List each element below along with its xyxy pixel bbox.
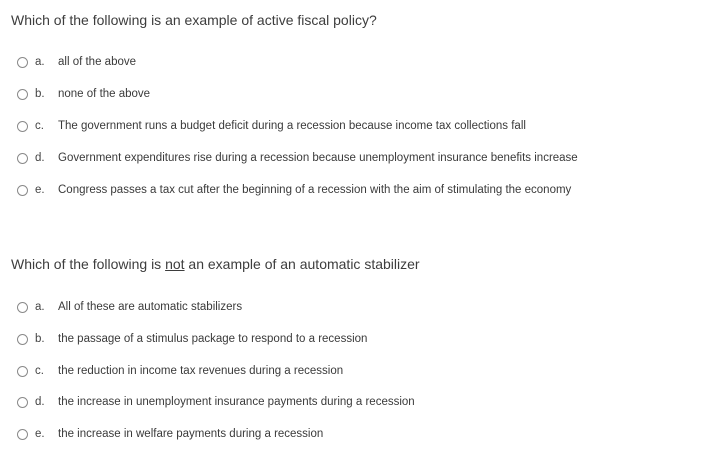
prompt-text-after: an example of an automatic stabilizer <box>184 256 420 272</box>
question-2-prompt <box>11 255 420 273</box>
option-letter: b. <box>35 88 45 100</box>
option-letter: c. <box>35 120 44 132</box>
option-text: the reduction in income tax revenues during a recession <box>58 365 344 377</box>
q1-option-b[interactable] <box>17 85 150 103</box>
option-letter: c. <box>35 365 44 377</box>
option-text: none of the above <box>58 88 151 100</box>
option-text: The government runs a budget deficit during a recession because income tax collections fall <box>58 120 526 132</box>
q1-option-d[interactable] <box>17 149 578 167</box>
q1-option-c[interactable] <box>17 117 526 135</box>
option-text: Congress passes a tax cut after the beginning of a recession with the aim of stimulating the economy <box>58 184 572 196</box>
option-letter: e. <box>35 184 45 196</box>
q2-option-e[interactable] <box>17 425 323 443</box>
question-1-prompt: Which of the following is an example of active fiscal policy? <box>11 12 377 28</box>
q2-option-b[interactable] <box>17 330 367 348</box>
radio-button[interactable] <box>17 429 28 440</box>
q1-option-a[interactable] <box>17 53 136 71</box>
radio-button[interactable] <box>17 302 28 313</box>
radio-button[interactable] <box>17 153 28 164</box>
option-text: All of these are automatic stabilizers <box>58 301 243 313</box>
prompt-text-before: Which of the following is <box>11 256 166 272</box>
option-text: the increase in unemployment insurance payments during a recession <box>58 396 415 408</box>
option-text: the passage of a stimulus package to respond to a recession <box>58 333 368 345</box>
option-letter: a. <box>35 301 45 313</box>
option-letter: a. <box>35 56 45 68</box>
radio-button[interactable] <box>17 89 28 100</box>
q2-option-c[interactable] <box>17 362 343 380</box>
radio-button[interactable] <box>17 366 28 377</box>
option-letter: b. <box>35 333 45 345</box>
q2-option-a[interactable] <box>17 298 242 316</box>
radio-button[interactable] <box>17 57 28 68</box>
option-letter: d. <box>35 152 45 164</box>
radio-button[interactable] <box>17 121 28 132</box>
radio-button[interactable] <box>17 397 28 408</box>
option-text: the increase in welfare payments during a recession <box>58 428 324 440</box>
prompt-emphasis: not <box>165 256 185 272</box>
radio-button[interactable] <box>17 334 28 345</box>
q2-option-d[interactable] <box>17 393 415 411</box>
option-text: Government expenditures rise during a recession because unemployment insurance benefits increase <box>58 152 578 164</box>
option-letter: d. <box>35 396 45 408</box>
q1-option-e[interactable] <box>17 181 571 199</box>
radio-button[interactable] <box>17 185 28 196</box>
option-text: all of the above <box>58 56 137 68</box>
option-letter: e. <box>35 428 45 440</box>
